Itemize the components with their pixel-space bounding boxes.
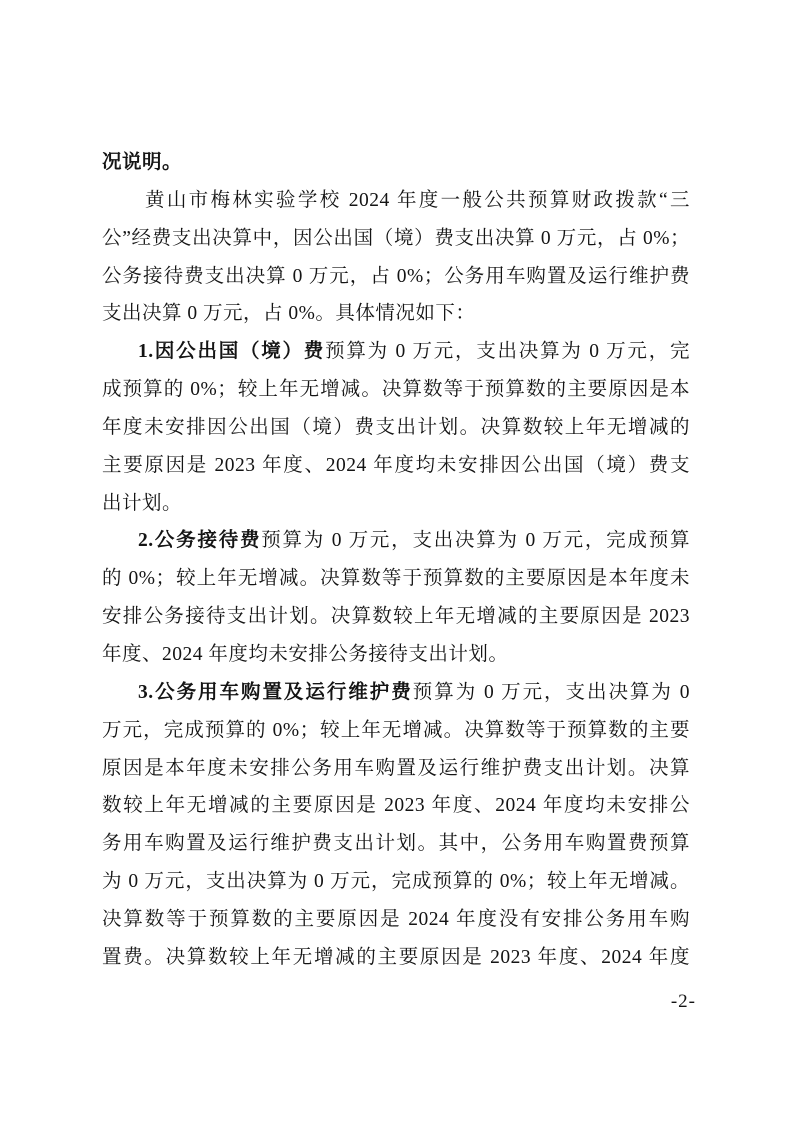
text-line	[102, 447, 690, 485]
text-line	[102, 144, 690, 182]
page-number: -2-	[670, 991, 696, 1012]
text-line	[102, 901, 690, 939]
text-line	[102, 825, 690, 863]
text-line	[102, 674, 690, 712]
text-line	[102, 522, 690, 560]
text-segment: 主要原因是 2023 年度、2024 年度均未安排因公出国（境）费支	[102, 454, 690, 476]
text-line	[102, 863, 690, 901]
text-line	[102, 636, 690, 674]
text-segment: 预算为 0 万元，支出决算为 0	[412, 681, 690, 703]
text-segment: 支出决算 0 万元，占 0%。具体情况如下：	[102, 303, 476, 325]
text-segment: 决算数等于预算数的主要原因是 2024 年度没有安排公务用车购	[102, 908, 690, 930]
text-line	[102, 787, 690, 825]
text-line	[102, 712, 690, 750]
text-segment: 预算为 0 万元，支出决算为 0 万元，完成预算	[261, 530, 690, 552]
text-segment: 万元，完成预算的 0%；较上年无增减。决算数等于预算数的主要	[102, 719, 690, 741]
text-line	[102, 750, 690, 788]
text-segment: 原因是本年度未安排公务用车购置及运行维护费支出计划。决算	[102, 757, 690, 779]
bold-text-segment: 1.因公出国（境）费	[138, 341, 326, 363]
text-line	[102, 333, 690, 371]
text-segment: 出计划。	[102, 492, 183, 514]
text-line	[102, 182, 690, 220]
text-segment: 黄山市梅林实验学校 2024 年度一般公共预算财政拨款“三	[145, 189, 690, 211]
text-segment: 务用车购置及运行维护费支出计划。其中，公务用车购置费预算	[102, 833, 690, 855]
text-segment: 公务接待费支出决算 0 万元，占 0%；公务用车购置及运行维护费	[102, 265, 690, 287]
text-segment: 的 0%；较上年无增减。决算数等于预算数的主要原因是本年度未	[102, 568, 690, 590]
text-segment: 年度、2024 年度均未安排公务接待支出计划。	[102, 643, 509, 665]
text-line	[102, 598, 690, 636]
text-segment: 安排公务接待支出计划。决算数较上年无增减的主要原因是 2023	[102, 606, 690, 628]
text-line	[102, 258, 690, 296]
text-segment: 年度未安排因公出国（境）费支出计划。决算数较上年无增减的	[102, 416, 690, 438]
text-segment: 数较上年无增减的主要原因是 2023 年度、2024 年度均未安排公	[102, 795, 690, 817]
bold-text-segment: 况说明。	[102, 152, 183, 173]
text-segment: 公”经费支出决算中，因公出国（境）费支出决算 0 万元，占 0%；	[102, 227, 690, 249]
text-line	[102, 409, 690, 447]
bold-text-segment: 3.公务用车购置及运行维护费	[138, 681, 413, 703]
text-line	[102, 485, 690, 523]
document-lines	[102, 144, 690, 977]
text-segment: 为 0 万元，支出决算为 0 万元，完成预算的 0%；较上年无增减。	[102, 871, 690, 893]
text-segment: 置费。决算数较上年无增减的主要原因是 2023 年度、2024 年度	[102, 946, 690, 968]
text-line	[102, 220, 690, 258]
text-line	[102, 560, 690, 598]
text-segment: 预算为 0 万元，支出决算为 0 万元，完	[325, 341, 690, 363]
text-line	[102, 939, 690, 977]
text-line	[102, 371, 690, 409]
text-segment: 成预算的 0%；较上年无增减。决算数等于预算数的主要原因是本	[102, 379, 690, 401]
bold-text-segment: 2.公务接待费	[138, 530, 262, 552]
text-line	[102, 295, 690, 333]
